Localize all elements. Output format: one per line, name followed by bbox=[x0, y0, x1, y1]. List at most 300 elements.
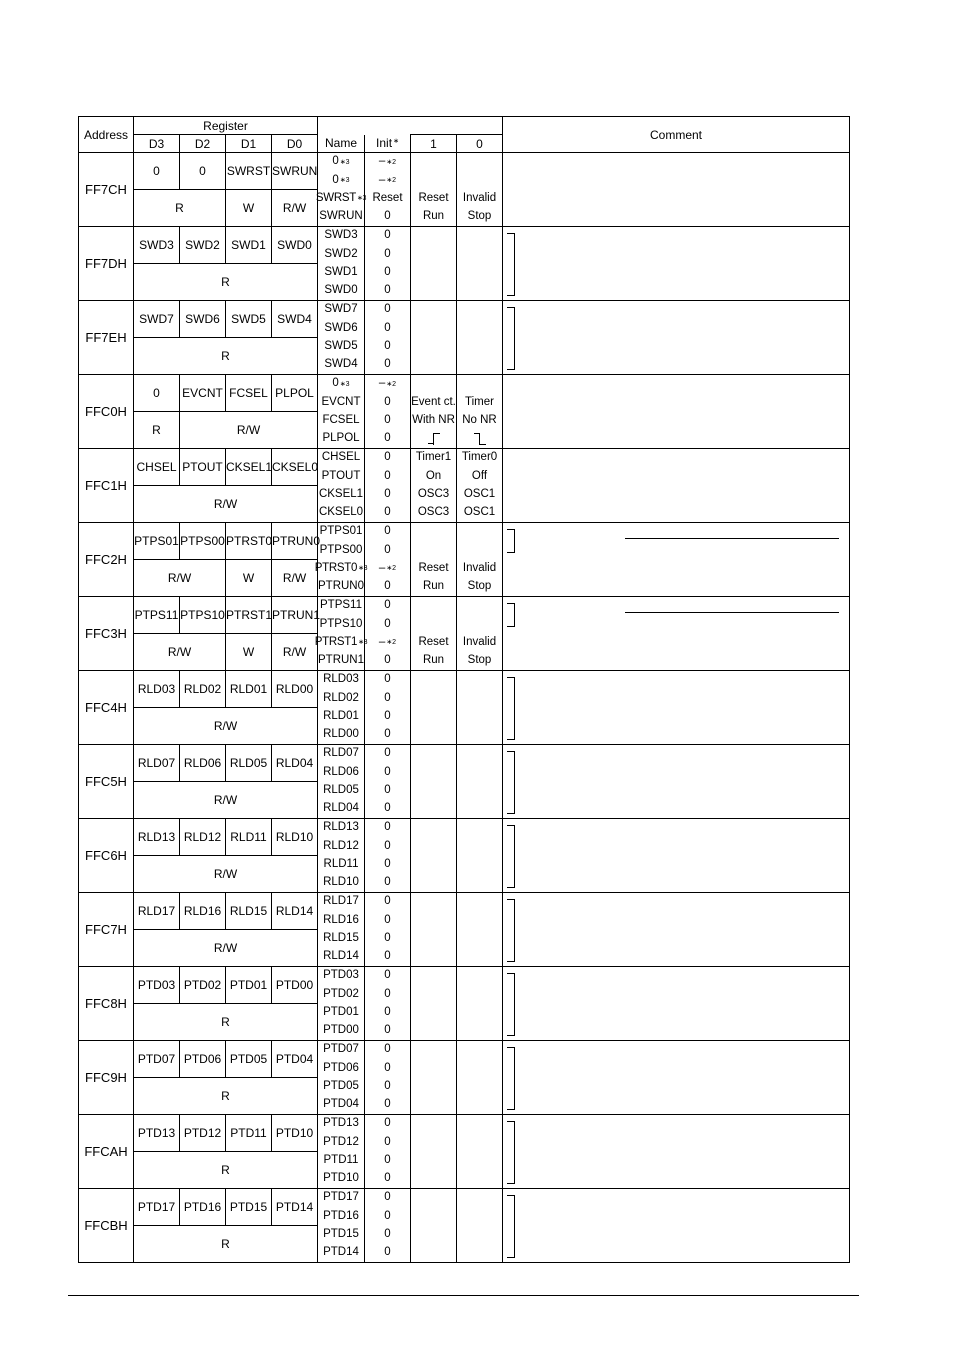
bit-cell: SWD1 bbox=[226, 227, 272, 264]
zero-entry: Invalid bbox=[462, 635, 497, 648]
bit-cell: PTD12 bbox=[180, 1115, 226, 1152]
name-entry: RLD07 bbox=[323, 747, 359, 760]
zero-column bbox=[457, 967, 503, 1041]
bit-cell: CKSEL0 bbox=[272, 449, 318, 486]
address-cell: FFC2H bbox=[79, 523, 134, 597]
init-column bbox=[365, 153, 411, 227]
one-entry: OSC3 bbox=[417, 506, 450, 519]
name-entry: SWD4 bbox=[324, 358, 358, 371]
bracket-icon bbox=[507, 825, 515, 888]
zero-entry bbox=[457, 911, 502, 929]
name-entry: PTD16 bbox=[323, 1209, 359, 1222]
zero-entry bbox=[457, 541, 502, 559]
one-entry bbox=[411, 153, 456, 171]
address-cell: FFC4H bbox=[79, 671, 134, 745]
one-entry bbox=[411, 1041, 456, 1059]
name-entry: CHSEL bbox=[321, 451, 361, 464]
zero-entry bbox=[457, 689, 502, 707]
bit-cell: RLD06 bbox=[180, 745, 226, 782]
bit-cell: RLD00 bbox=[272, 671, 318, 708]
one-entry bbox=[411, 763, 456, 781]
init-entry: 0 bbox=[384, 229, 391, 242]
zero-column bbox=[457, 819, 503, 893]
one-entry bbox=[411, 800, 456, 818]
name-column bbox=[318, 1189, 365, 1263]
bit-cell: SWD6 bbox=[180, 301, 226, 338]
header-one: 1 bbox=[411, 135, 457, 153]
zero-entry bbox=[457, 1115, 502, 1133]
rw-cell: R/W bbox=[272, 634, 318, 671]
bit-cell: SWD7 bbox=[134, 301, 180, 338]
one-entry bbox=[411, 856, 456, 874]
bit-cell: CKSEL1 bbox=[226, 449, 272, 486]
one-entry bbox=[411, 893, 456, 911]
name-column bbox=[318, 819, 365, 893]
one-entry bbox=[411, 1189, 456, 1207]
one-entry bbox=[411, 967, 456, 985]
name-entry: 0 ∗3 bbox=[332, 155, 350, 168]
rw-cell: R/W bbox=[134, 782, 318, 819]
one-entry bbox=[411, 782, 456, 800]
init-entry: 0 bbox=[384, 839, 391, 852]
name-entry: SWD2 bbox=[324, 247, 358, 260]
init-entry: – ∗2 bbox=[378, 173, 397, 186]
bit-cell: PTD14 bbox=[272, 1189, 318, 1226]
bracket-icon bbox=[507, 1047, 515, 1110]
zero-column bbox=[457, 1189, 503, 1263]
name-entry: PTD10 bbox=[323, 1172, 359, 1185]
header-comment: Comment bbox=[503, 117, 850, 153]
one-entry bbox=[411, 726, 456, 744]
bit-cell: PTPS01 bbox=[134, 523, 180, 560]
init-entry: 0 bbox=[384, 1172, 391, 1185]
falling-edge-icon bbox=[474, 433, 486, 444]
one-column bbox=[411, 301, 457, 375]
address-cell: FFC6H bbox=[79, 819, 134, 893]
name-column bbox=[318, 671, 365, 745]
init-entry: 0 bbox=[384, 709, 391, 722]
rw-cell: R/W bbox=[134, 708, 318, 745]
zero-entry bbox=[457, 745, 502, 763]
zero-entry: OSC1 bbox=[463, 487, 496, 500]
bit-cell: 0 bbox=[180, 153, 226, 190]
bit-cell: PTD17 bbox=[134, 1189, 180, 1226]
name-entry: RLD03 bbox=[323, 673, 359, 686]
bit-cell: 0 bbox=[134, 375, 180, 412]
zero-entry bbox=[457, 726, 502, 744]
address-cell: FFC3H bbox=[79, 597, 134, 671]
one-entry bbox=[411, 375, 456, 393]
zero-entry bbox=[457, 1022, 502, 1040]
bit-cell: RLD11 bbox=[226, 819, 272, 856]
zero-column bbox=[457, 745, 503, 819]
zero-entry bbox=[457, 893, 502, 911]
bit-cell: PTD06 bbox=[180, 1041, 226, 1078]
bracket-icon bbox=[507, 751, 515, 814]
rw-cell: R/W bbox=[134, 856, 318, 893]
name-entry: 0 ∗3 bbox=[332, 377, 350, 390]
name-entry: FCSEL bbox=[322, 413, 360, 426]
init-entry: 0 bbox=[384, 525, 391, 538]
one-entry: Run bbox=[422, 580, 445, 593]
zero-entry bbox=[457, 1152, 502, 1170]
zero-entry bbox=[457, 375, 502, 393]
zero-entry bbox=[457, 1041, 502, 1059]
comment-cell bbox=[503, 967, 850, 1041]
register-row bbox=[79, 227, 850, 264]
bracket-icon bbox=[507, 603, 515, 627]
bit-cell: SWD5 bbox=[226, 301, 272, 338]
bit-cell: PTPS00 bbox=[180, 523, 226, 560]
zero-entry bbox=[457, 837, 502, 855]
bit-cell: PTRUN0 bbox=[272, 523, 318, 560]
bracket-icon bbox=[507, 899, 515, 962]
name-entry: RLD12 bbox=[323, 839, 359, 852]
name-entry: RLD16 bbox=[323, 913, 359, 926]
one-column bbox=[411, 227, 457, 301]
comment-cell bbox=[503, 301, 850, 375]
zero-entry bbox=[457, 930, 502, 948]
one-entry bbox=[411, 1096, 456, 1114]
one-entry bbox=[411, 356, 456, 374]
init-entry: Reset bbox=[372, 191, 403, 204]
comment-cell bbox=[503, 745, 850, 819]
init-entry: 0 bbox=[384, 913, 391, 926]
name-entry: SWRUN bbox=[319, 210, 363, 223]
zero-entry bbox=[457, 874, 502, 892]
name-entry: PTD04 bbox=[323, 1098, 359, 1111]
init-entry: 0 bbox=[384, 857, 391, 870]
one-entry bbox=[411, 227, 456, 245]
one-entry bbox=[411, 1059, 456, 1077]
one-entry bbox=[411, 1078, 456, 1096]
zero-entry bbox=[457, 1096, 502, 1114]
init-entry: – ∗2 bbox=[378, 377, 397, 390]
zero-column bbox=[457, 375, 503, 449]
zero-entry bbox=[457, 356, 502, 374]
register-row bbox=[79, 967, 850, 1004]
comment-cell bbox=[503, 1115, 850, 1189]
name-column bbox=[314, 597, 368, 671]
init-entry: 0 bbox=[384, 1227, 391, 1240]
comment-cell bbox=[503, 375, 850, 449]
comment-cell bbox=[503, 819, 850, 893]
bit-cell: SWD3 bbox=[134, 227, 180, 264]
init-entry: 0 bbox=[384, 691, 391, 704]
one-column bbox=[411, 671, 457, 745]
init-column bbox=[365, 523, 411, 597]
zero-column bbox=[457, 597, 503, 671]
bit-cell: PTD04 bbox=[272, 1041, 318, 1078]
init-entry: 0 bbox=[384, 395, 391, 408]
one-entry bbox=[411, 1152, 456, 1170]
zero-entry bbox=[457, 985, 502, 1003]
init-column bbox=[365, 301, 411, 375]
one-column bbox=[411, 1189, 457, 1263]
bit-cell: PTD15 bbox=[226, 1189, 272, 1226]
one-column bbox=[411, 1115, 457, 1189]
rw-cell: R/W bbox=[180, 412, 318, 449]
name-entry: PTD02 bbox=[323, 987, 359, 1000]
one-entry bbox=[411, 671, 456, 689]
one-column bbox=[411, 597, 457, 671]
name-column bbox=[318, 449, 365, 523]
one-entry: With NR bbox=[412, 413, 455, 426]
bit-cell: PTOUT bbox=[180, 449, 226, 486]
init-entry: 0 bbox=[384, 469, 391, 482]
rw-cell: W bbox=[226, 190, 272, 227]
bit-cell: 0 bbox=[134, 153, 180, 190]
name-entry: EVCNT bbox=[321, 395, 361, 408]
zero-entry bbox=[457, 319, 502, 337]
zero-entry bbox=[457, 615, 502, 633]
zero-column bbox=[457, 301, 503, 375]
zero-entry bbox=[457, 171, 502, 189]
one-entry bbox=[411, 837, 456, 855]
init-entry: 0 bbox=[384, 1209, 391, 1222]
bit-cell: PTRST0 bbox=[226, 523, 272, 560]
one-column bbox=[411, 153, 457, 227]
zero-entry: Timer0 bbox=[461, 451, 498, 464]
one-entry: OSC3 bbox=[417, 487, 450, 500]
zero-entry bbox=[457, 967, 502, 985]
bit-cell: SWRST bbox=[226, 153, 272, 190]
name-column bbox=[318, 301, 365, 375]
zero-entry: OSC1 bbox=[463, 506, 496, 519]
init-column bbox=[365, 745, 411, 819]
one-entry: Run bbox=[422, 210, 445, 223]
bit-cell: RLD13 bbox=[134, 819, 180, 856]
bit-cell: FCSEL bbox=[226, 375, 272, 412]
register-row bbox=[79, 671, 850, 708]
name-entry: RLD13 bbox=[323, 821, 359, 834]
init-entry: 0 bbox=[384, 1043, 391, 1056]
bit-cell: RLD16 bbox=[180, 893, 226, 930]
register-row bbox=[79, 153, 850, 190]
init-entry: 0 bbox=[384, 987, 391, 1000]
name-entry: RLD10 bbox=[323, 876, 359, 889]
header-d2: D2 bbox=[180, 135, 226, 153]
init-entry: 0 bbox=[384, 1246, 391, 1259]
name-entry: SWD3 bbox=[324, 229, 358, 242]
one-column bbox=[411, 1041, 457, 1115]
init-entry: 0 bbox=[384, 728, 391, 741]
name-entry: SWD6 bbox=[324, 321, 358, 334]
name-entry: RLD06 bbox=[323, 765, 359, 778]
one-entry bbox=[411, 1022, 456, 1040]
init-entry: 0 bbox=[384, 210, 391, 223]
one-column bbox=[411, 449, 457, 523]
init-column bbox=[365, 819, 411, 893]
bit-cell: PTD16 bbox=[180, 1189, 226, 1226]
init-entry: 0 bbox=[384, 969, 391, 982]
register-row bbox=[79, 597, 850, 634]
name-column bbox=[318, 967, 365, 1041]
zero-entry bbox=[457, 856, 502, 874]
name-entry: RLD04 bbox=[323, 802, 359, 815]
address-cell: FFC0H bbox=[79, 375, 134, 449]
name-column bbox=[315, 153, 367, 227]
register-row bbox=[79, 1115, 850, 1152]
rw-cell: R bbox=[134, 190, 226, 227]
init-column bbox=[365, 227, 411, 301]
rw-cell: W bbox=[226, 634, 272, 671]
rw-cell: R/W bbox=[134, 560, 226, 597]
rw-cell: R/W bbox=[134, 930, 318, 967]
bit-cell: RLD12 bbox=[180, 819, 226, 856]
comment-cell bbox=[503, 1189, 850, 1263]
zero-entry: Stop bbox=[467, 654, 492, 667]
one-entry bbox=[411, 1207, 456, 1225]
one-entry bbox=[411, 1226, 456, 1244]
name-entry: PTPS00 bbox=[319, 543, 363, 556]
one-entry bbox=[411, 1244, 456, 1262]
init-entry: 0 bbox=[384, 339, 391, 352]
address-cell: FF7DH bbox=[79, 227, 134, 301]
init-column bbox=[365, 671, 411, 745]
init-entry: 0 bbox=[384, 1191, 391, 1204]
zero-entry: Invalid bbox=[462, 561, 497, 574]
zero-column bbox=[457, 671, 503, 745]
init-column bbox=[365, 1189, 411, 1263]
address-cell: FF7EH bbox=[79, 301, 134, 375]
rw-cell: R bbox=[134, 1226, 318, 1263]
init-column bbox=[365, 375, 411, 449]
one-entry bbox=[411, 911, 456, 929]
name-entry: SWRST ∗3 bbox=[315, 191, 367, 204]
bit-cell: SWD4 bbox=[272, 301, 318, 338]
register-row bbox=[79, 375, 850, 412]
rw-cell: R/W bbox=[134, 486, 318, 523]
header-register: Register bbox=[134, 117, 318, 135]
rw-cell: R/W bbox=[272, 190, 318, 227]
bit-cell: RLD04 bbox=[272, 745, 318, 782]
name-entry: RLD00 bbox=[323, 728, 359, 741]
zero-entry bbox=[457, 782, 502, 800]
init-entry: 0 bbox=[384, 876, 391, 889]
name-entry: PTPS11 bbox=[320, 599, 362, 612]
init-column bbox=[365, 1115, 411, 1189]
name-entry: RLD15 bbox=[323, 931, 359, 944]
zero-entry bbox=[457, 227, 502, 245]
init-entry: 0 bbox=[384, 1024, 391, 1037]
one-entry bbox=[411, 708, 456, 726]
zero-entry bbox=[457, 1207, 502, 1225]
zero-column bbox=[457, 227, 503, 301]
zero-column bbox=[457, 893, 503, 967]
name-entry: PTD06 bbox=[323, 1061, 359, 1074]
zero-entry: Timer bbox=[465, 395, 494, 408]
name-entry: PTRUN0 bbox=[318, 580, 365, 593]
comment-line bbox=[625, 538, 839, 539]
bit-cell: PTD02 bbox=[180, 967, 226, 1004]
one-entry bbox=[411, 615, 456, 633]
zero-entry bbox=[457, 264, 502, 282]
init-entry: 0 bbox=[384, 1098, 391, 1111]
name-entry: PTD11 bbox=[323, 1153, 359, 1166]
one-entry bbox=[411, 1004, 456, 1022]
name-entry: PTRUN1 bbox=[318, 654, 365, 667]
init-entry: 0 bbox=[384, 432, 391, 445]
header-init: Init∗ bbox=[365, 135, 411, 153]
zero-entry bbox=[457, 523, 502, 541]
one-entry: Reset bbox=[418, 561, 449, 574]
one-entry bbox=[411, 541, 456, 559]
bracket-icon bbox=[507, 529, 515, 553]
comment-cell bbox=[503, 153, 850, 227]
register-row bbox=[79, 1189, 850, 1226]
init-column bbox=[365, 1041, 411, 1115]
name-entry: PTD07 bbox=[323, 1043, 359, 1056]
init-entry: 0 bbox=[384, 506, 391, 519]
name-entry: SWD7 bbox=[324, 303, 358, 316]
init-entry: – ∗2 bbox=[378, 561, 397, 574]
address-cell: FFC8H bbox=[79, 967, 134, 1041]
zero-entry bbox=[457, 1189, 502, 1207]
init-entry: 0 bbox=[384, 543, 391, 556]
one-entry bbox=[411, 948, 456, 966]
rw-cell: R bbox=[134, 338, 318, 375]
one-entry bbox=[411, 985, 456, 1003]
footer-rule bbox=[68, 1295, 859, 1296]
one-entry bbox=[411, 1133, 456, 1151]
name-column bbox=[318, 745, 365, 819]
register-row bbox=[79, 449, 850, 486]
register-row bbox=[79, 301, 850, 338]
zero-entry bbox=[457, 282, 502, 300]
name-entry: PTOUT bbox=[321, 469, 361, 482]
init-entry: 0 bbox=[384, 821, 391, 834]
name-entry: PTD14 bbox=[323, 1246, 359, 1259]
comment-cell bbox=[503, 597, 850, 671]
bit-cell: SWD2 bbox=[180, 227, 226, 264]
header-name: Name bbox=[318, 135, 365, 153]
init-entry: 0 bbox=[384, 247, 391, 260]
register-row bbox=[79, 1041, 850, 1078]
zero-entry: Stop bbox=[467, 210, 492, 223]
rw-cell: R bbox=[134, 1152, 318, 1189]
comment-line bbox=[625, 612, 839, 613]
name-entry: PTD17 bbox=[323, 1191, 359, 1204]
zero-entry bbox=[457, 338, 502, 356]
rw-cell: R bbox=[134, 412, 180, 449]
header-zero: 0 bbox=[457, 135, 503, 153]
name-entry: PTD00 bbox=[323, 1024, 359, 1037]
one-entry bbox=[411, 745, 456, 763]
init-entry: 0 bbox=[384, 1079, 391, 1092]
one-entry bbox=[411, 930, 456, 948]
init-entry: 0 bbox=[384, 303, 391, 316]
bit-cell: SWD0 bbox=[272, 227, 318, 264]
init-entry: 0 bbox=[384, 580, 391, 593]
rw-cell: R/W bbox=[134, 634, 226, 671]
name-entry: SWD1 bbox=[324, 265, 358, 278]
name-column bbox=[318, 375, 365, 449]
register-row bbox=[79, 893, 850, 930]
bit-cell: RLD07 bbox=[134, 745, 180, 782]
address-cell: FFC1H bbox=[79, 449, 134, 523]
init-entry: – ∗2 bbox=[378, 635, 397, 648]
address-cell: FFC9H bbox=[79, 1041, 134, 1115]
register-row bbox=[79, 819, 850, 856]
one-entry bbox=[411, 171, 456, 189]
zero-entry bbox=[457, 1078, 502, 1096]
name-entry: PLPOL bbox=[322, 432, 360, 445]
name-column bbox=[318, 227, 365, 301]
init-entry: 0 bbox=[384, 747, 391, 760]
bit-cell: RLD01 bbox=[226, 671, 272, 708]
address-cell: FFC5H bbox=[79, 745, 134, 819]
